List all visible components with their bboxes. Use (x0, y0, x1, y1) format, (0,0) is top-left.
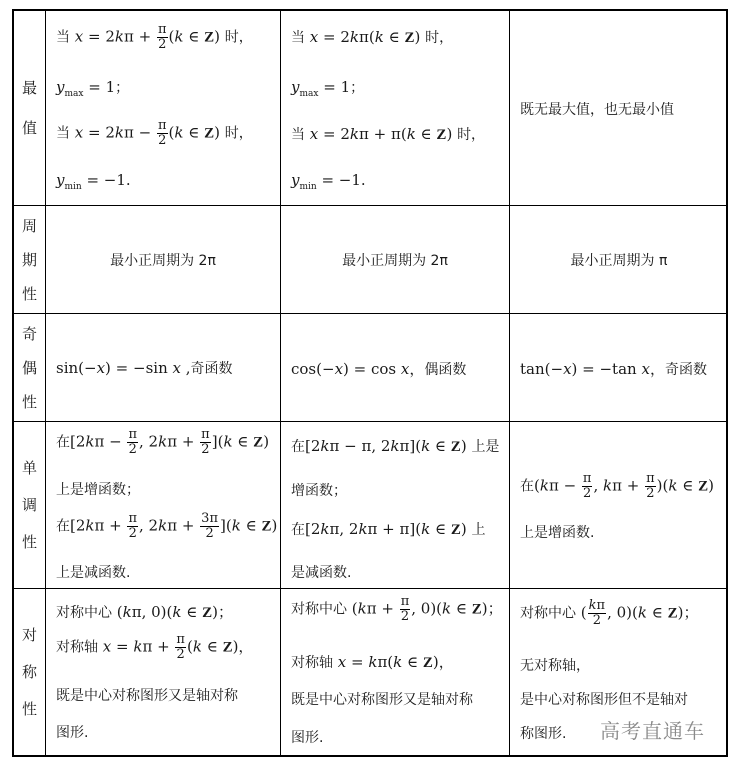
tan-extremum-cell: 既无最大值，也无最小值 (520, 102, 674, 118)
trig-properties-table (12, 9, 728, 757)
cos-symmetry-cell: 对称中心 (kπ + $\frac{\pi}{2}$ , 0)(k ∈ Z)； 对称轴 x = kπ(k ∈ Z)， 既是中心对称图形又是轴对称 图形. (291, 594, 503, 746)
tan-symmetry-cell: 对称中心 ( $\frac{k\pi}{2}$ , 0)(k ∈ Z)； 无对称轴， 是中心对称图形但不是轴对 称图形. (520, 598, 699, 742)
tan-monotonicity-cell: 在(kπ − $\frac{\pi}{2}$ , kπ + $\frac{\pi}{2}$ )(k ∈ Z) 上是增函数. (520, 471, 714, 541)
header-char: 最 (21, 79, 37, 97)
cos-monotonicity-cell: 在[2kπ − π, 2kπ](k ∈ Z) 上是 增函数； 在[2kπ, 2kπ + π](k ∈ Z) 上 是减函数. (291, 437, 500, 581)
cos-extremum-cell: 当 x = 2kπ(k ∈ Z) 时， $y_{max} = 1$； 当 x = 2kπ + π(k ∈ Z) 时， $y_{min} = -1$. (291, 28, 486, 192)
sin-symmetry-cell: 对称中心 (kπ, 0)(k ∈ Z)； 对称轴 x = kπ + $\frac{\pi}{2}$ (k ∈ Z)， 既是中心对称图形又是轴对称 图形. (56, 603, 254, 741)
cos-parity-cell: cos(−x) = cos x，偶函数 (291, 360, 467, 378)
sin-parity-cell: sin(−x) = −sin x ,奇函数 (56, 359, 233, 377)
sin-period-cell: 最小正周期为 2π (110, 252, 216, 269)
header-char: 值 (21, 119, 37, 137)
watermark: 高考直通车 (600, 719, 705, 743)
row-header-symmetry: 对 称 性 (21, 625, 37, 718)
row-header-extremum (14, 11, 45, 205)
tan-period-cell: 最小正周期为 π (570, 252, 668, 269)
tan-parity-cell: tan(−x) = −tan x，奇函数 (520, 360, 707, 378)
sin-monotonicity-cell: 在[2kπ − $\frac{\pi}{2}$ , 2kπ + $\frac{\pi}{2}$ ](k ∈ Z) 上是增函数； 在[2kπ + $\frac{\pi}{2}$ , 2kπ + $\frac{3\pi}{2}$ ](k ∈ Z) 上是减函数. (56, 427, 278, 581)
sin-extremum-cell: 当 x = 2kπ + $\frac{\pi}{2}$ (k ∈ Z) 时， $y_{max} = 1$； 当 x = 2kπ − $\frac{\pi}{2}$ (k ∈ Z) 时， $y_{min} = -1$. (56, 22, 253, 192)
cos-period-cell: 最小正周期为 2π (342, 252, 448, 269)
row-header-parity: 奇 偶 性 (21, 324, 37, 411)
row-header-monotonicity: 单 调 性 (21, 458, 37, 551)
row-header-period: 周 期 性 (21, 216, 37, 303)
